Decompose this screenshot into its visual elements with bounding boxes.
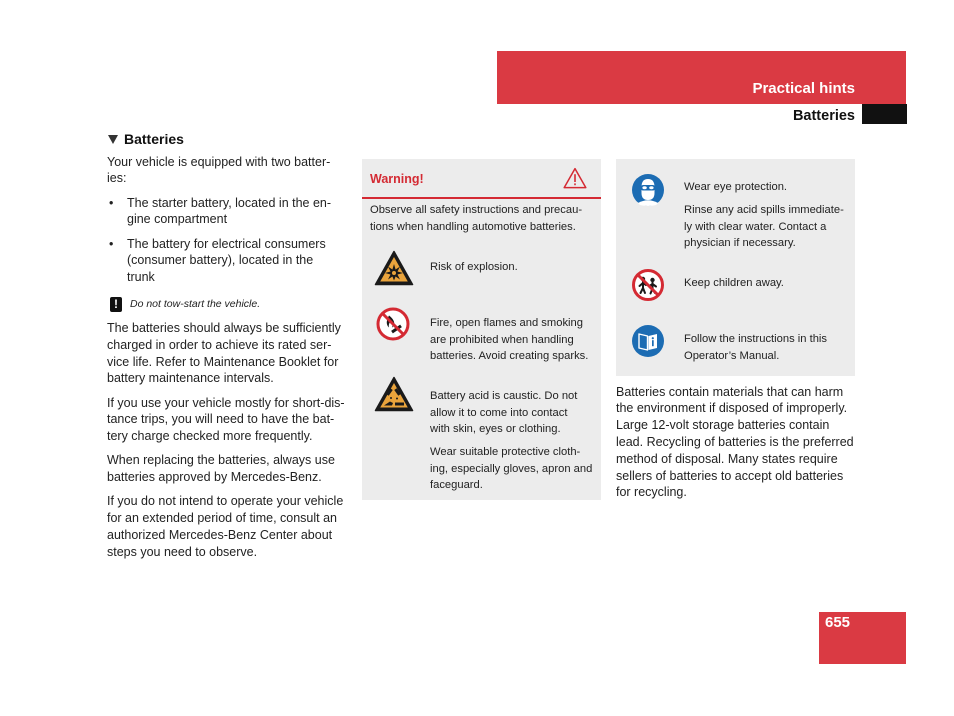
intro-paragraph [107,154,355,188]
text-line: steps you need to observe. [107,544,258,559]
main-text-column [107,131,355,560]
text-line: for an extended period of time, consult an [107,511,338,526]
text-line: Your vehicle is equipped with two batter- [107,154,331,169]
text-line: faceguard. [430,479,483,491]
text-line: ies: [107,171,127,186]
warning-item-text [430,259,518,276]
text-line: tance trips, you will need to have the bat- [107,412,335,427]
down-triangle-icon [108,135,118,144]
text-line: vice life. Refer to Maintenance Booklet for [107,354,339,369]
text-line: allow it to come into contact [430,406,568,419]
text-line: battery maintenance intervals. [107,371,274,386]
text-line: are prohibited when handling [430,333,574,346]
body-paragraph [107,493,355,560]
bullet-icon: • [109,195,114,210]
text-line: If you use your vehicle mostly for short-dis- [107,395,345,410]
text-line: Wear eye protection. [684,181,788,193]
body-paragraph [107,395,355,445]
safety-symbol-box [616,159,855,376]
page-number-box [819,612,906,664]
section-header-band [497,51,906,104]
text-line: Follow the instructions in this [684,333,828,345]
warning-title: Warning! [370,172,424,186]
text-line: ing, especially gloves, apron and [430,462,593,475]
text-line: lead. Recycling of batteries is the preferred [616,434,854,449]
text-line: sellers of batteries to accept old batteries [616,468,844,483]
warning-item-text [430,388,577,438]
keep-children-away-icon [632,269,664,301]
page-number: 655 [825,614,851,631]
text-line: Keep children away. [684,277,784,289]
warning-item-text [430,315,588,365]
list-item [107,236,355,286]
body-paragraph [107,452,355,486]
warning-intro [370,202,582,235]
text-line: The batteries should always be sufficiently [107,320,341,335]
text-line: gine compartment [127,212,228,227]
text-line: Large 12-volt storage batteries contain [616,418,830,433]
text-line: batteries. Avoid creating sparks. [430,350,589,362]
eye-protection-icon [632,174,664,206]
exclamation-note-icon [110,297,122,312]
section-heading-text: Batteries [124,131,184,147]
section-title: Practical hints [752,80,855,97]
symbol-item-text [684,202,844,252]
text-line: Battery acid is caustic. Do not [430,390,578,402]
text-line: If you do not intend to operate your vehicle [107,494,344,509]
text-line: charged in order to achieve its rated ser- [107,337,332,352]
text-line: Batteries contain materials that can harm [616,384,844,399]
subsection-tab-marker [862,104,907,124]
text-line: physician if necessary. [684,237,796,249]
warning-item-text [430,444,592,494]
text-line: Observe all safety instructions and precau- [370,204,583,216]
warning-triangle-icon [563,167,587,189]
text-line: authorized Mercedes-Benz Center about [107,527,333,542]
text-line: the environment if disposed of improperly. [616,401,848,416]
text-line: batteries approved by Mercedes-Benz. [107,470,322,485]
list-item [107,195,355,229]
corrosive-acid-icon [374,376,414,412]
text-line: The starter battery, located in the en- [127,195,332,210]
text-line: (consumer battery), located in the [127,253,314,268]
warning-box [362,159,601,500]
symbol-item-text [684,275,784,292]
text-line: with skin, eyes or clothing. [430,423,561,435]
text-line: Rinse any acid spills immediate- [684,204,844,216]
text-line: Wear suitable protective cloth- [430,446,581,458]
text-line: trunk [127,270,155,285]
battery-list [107,195,355,286]
text-line: When replacing the batteries, always use [107,453,335,468]
warning-divider [362,197,601,199]
no-open-flame-icon [376,307,410,341]
caution-note-text: Do not tow-start the vehicle. [130,298,261,311]
explosion-hazard-icon [374,250,414,286]
disposal-paragraph [616,384,856,502]
text-line: The battery for electrical consumers [127,236,326,251]
body-paragraph [107,320,355,387]
subsection-title: Batteries [792,108,855,124]
caution-note [107,296,355,313]
text-line: Fire, open flames and smoking [430,317,583,329]
text-line: tions when handling automotive batteries. [370,220,576,233]
text-line: method of disposal. Many states require [616,451,838,466]
text-line: Risk of explosion. [430,261,518,273]
text-line: ly with clear water. Contact a [684,220,827,233]
section-heading [107,131,355,148]
text-line: for recycling. [616,485,687,500]
symbol-item-text [684,179,787,196]
symbol-item-text [684,331,827,364]
operators-manual-icon [632,325,664,357]
text-line: tery charge checked more frequently. [107,429,313,444]
bullet-icon: • [109,236,114,251]
text-line: Operator’s Manual. [684,349,780,362]
